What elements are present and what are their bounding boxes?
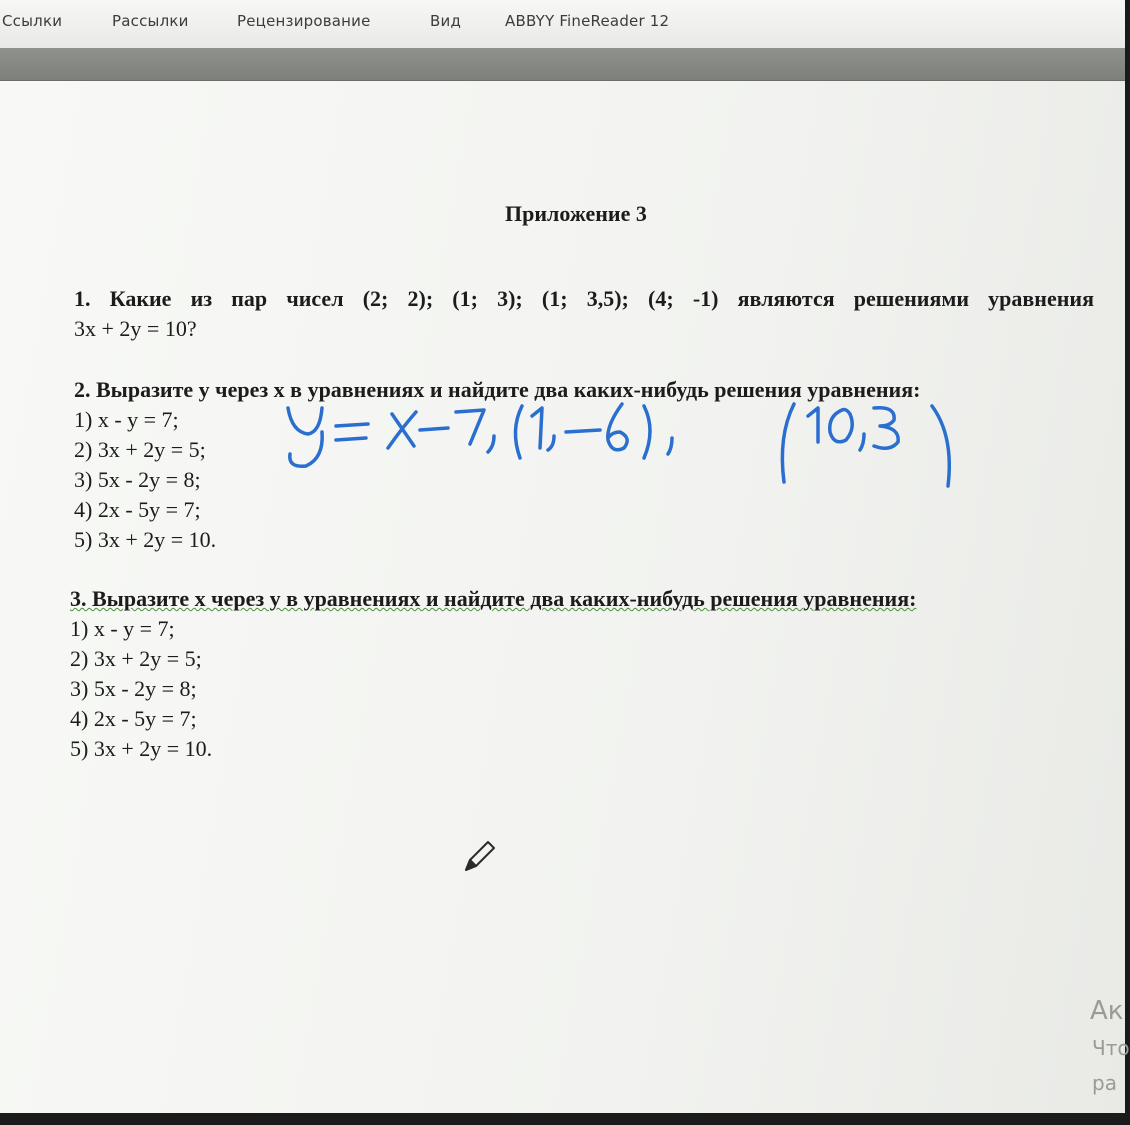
q2-item-5: 5) 3x + 2y = 10.	[74, 527, 217, 552]
question-1-equation: 3x + 2y = 10?	[74, 316, 197, 341]
ribbon-tab-strip	[0, 0, 1125, 49]
question-3-title: 3. Выразите х через у в уравнениях и найдите два каких-нибудь решения уравнения:	[70, 586, 917, 611]
ribbon-collapsed-band	[0, 48, 1125, 81]
side-panel-line-2: Что	[1092, 1036, 1130, 1060]
tab-view[interactable]: Вид	[430, 12, 462, 30]
document-page[interactable]	[0, 81, 1130, 1113]
tab-abbyy-finereader[interactable]: ABBYY FineReader 12	[505, 12, 670, 30]
tab-mailings[interactable]: Рассылки	[112, 12, 189, 30]
q2-item-3: 3) 5x - 2y = 8;	[74, 467, 201, 492]
question-1-text: 1. Какие из пар чисел (2; 2); (1; 3); (1; 3,5); (4; -1) являются решениями уравнения	[74, 286, 1094, 311]
q3-item-3: 3) 5x - 2y = 8;	[70, 676, 197, 701]
q3-item-1: 1) x - y = 7;	[70, 616, 175, 641]
monitor-bezel	[0, 1113, 1125, 1125]
handwritten-note	[270, 396, 970, 496]
q3-item-2: 2) 3x + 2y = 5;	[70, 646, 202, 671]
q3-item-4: 4) 2x - 5y = 7;	[70, 706, 197, 731]
tab-review[interactable]: Рецензирование	[237, 12, 371, 30]
q2-item-4: 4) 2x - 5y = 7;	[74, 497, 201, 522]
q3-item-5: 5) 3x + 2y = 10.	[70, 736, 213, 761]
page-heading: Приложение 3	[505, 201, 647, 226]
tab-references[interactable]: Ссылки	[2, 12, 63, 30]
side-panel-heading: Ак	[1090, 996, 1124, 1026]
q2-item-1: 1) x - y = 7;	[74, 407, 179, 432]
side-panel-line-3: ра	[1092, 1071, 1117, 1095]
question-2-title: 2. Выразите у через х в уравнениях и найдите два каких-нибудь решения уравнения:	[74, 377, 921, 402]
q2-item-2: 2) 3x + 2y = 5;	[74, 437, 206, 462]
pencil-cursor-icon	[460, 836, 500, 876]
